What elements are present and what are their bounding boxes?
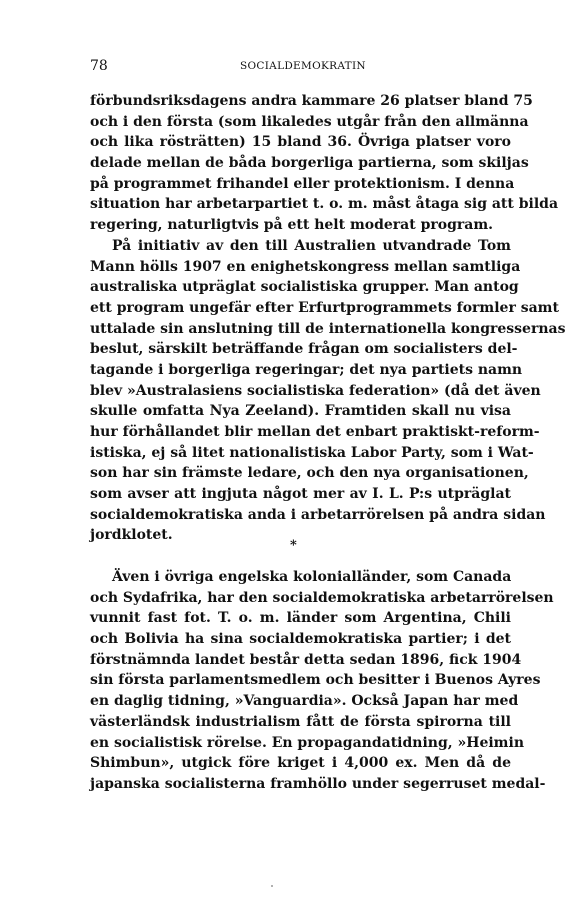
text-line: en socialistisk rörelse. En propagandatidning, »Heimin bbox=[90, 734, 524, 751]
text-line: tagande i borgerliga regeringar; det nya partiets namn bbox=[90, 361, 523, 378]
body-text-section-1 bbox=[90, 91, 565, 546]
text-line: Mann hölls 1907 en enighetskongress mellan samtliga bbox=[90, 258, 521, 275]
text-line: Shimbun», utgick före kriget i 4,000 ex. Men då de bbox=[90, 755, 511, 772]
text-line: ett program ungefär efter Erfurtprogrammets formler samt bbox=[90, 299, 559, 316]
text-line: sin första parlamentsmedlem och besitter i Buenos Ayres bbox=[90, 672, 541, 689]
text-line: på programmet frihandel eller protektionism. I denna bbox=[90, 175, 515, 192]
text-line: som avser att ingjuta något mer av I. L. P:s utpräglat bbox=[90, 486, 511, 503]
text-line: istiska, ej så litet nationalistiska Labor Party, som i Wat- bbox=[90, 444, 534, 461]
text-line: en daglig tidning, »Vanguardia». Också Japan har med bbox=[90, 693, 519, 710]
text-line: och Sydafrika, har den socialdemokratiska arbetarrörelsen bbox=[90, 589, 554, 606]
text-line: beslut, särskilt beträffande frågan om socialisters del- bbox=[90, 341, 518, 358]
page-header bbox=[90, 58, 510, 78]
text-line: och lika rösträtten) 15 bland 36. Övriga platser voro bbox=[90, 134, 511, 151]
text-line: och i den första (som likaledes utgår från den allmänna bbox=[90, 113, 529, 130]
text-line: hur förhållandet blir mellan det enbart praktiskt-reform- bbox=[90, 424, 540, 440]
text-line: skulle omfatta Nya Zeeland). Framtiden skall nu visa bbox=[90, 403, 511, 420]
text-line: blev »Australasiens socialistiska federation» (då det även bbox=[90, 382, 541, 399]
text-line: regering, naturligtvis på ett helt moderat program. bbox=[90, 217, 494, 234]
page-speck bbox=[271, 885, 273, 887]
text-line: australiska utpräglat socialistiska grupper. Man antog bbox=[90, 279, 519, 296]
page-number: 78 bbox=[90, 58, 108, 74]
text-line: jordklotet. bbox=[90, 527, 173, 544]
text-line: På initiativ av den till Australien utvandrade Tom bbox=[112, 237, 511, 254]
running-head: SOCIALDEMOKRATIN bbox=[240, 60, 366, 72]
text-line: uttalade sin anslutning till de internationella kongressernas bbox=[90, 320, 565, 337]
text-line: förstnämnda landet består detta sedan 1896, fick 1904 bbox=[90, 651, 522, 668]
text-line: vunnit fast fot. T. o. m. länder som Argentina, Chili bbox=[90, 610, 511, 627]
text-line: förbundsriksdagens andra kammare 26 platser bland 75 bbox=[90, 93, 533, 109]
text-line: delade mellan de båda borgerliga partierna, som skiljas bbox=[90, 155, 529, 172]
text-line: Även i övriga engelska kolonialländer, som Canada bbox=[112, 569, 512, 585]
text-line: japanska socialisterna framhöllo under segerruset medal- bbox=[90, 775, 546, 792]
text-line: socialdemokratiska anda i arbetarrörelsen på andra sidan bbox=[90, 506, 546, 523]
text-line: son har sin främste ledare, och den nya organisationen, bbox=[90, 465, 529, 482]
body-text-section-2 bbox=[90, 567, 554, 795]
text-line: och Bolivia ha sina socialdemokratiska partier; i det bbox=[90, 631, 511, 648]
text-line: västerländsk industrialism fått de första spirorna till bbox=[90, 713, 511, 730]
text-line: situation har arbetarpartiet t. o. m. måst åtaga sig att bilda bbox=[90, 196, 559, 213]
section-separator: * bbox=[290, 538, 297, 553]
